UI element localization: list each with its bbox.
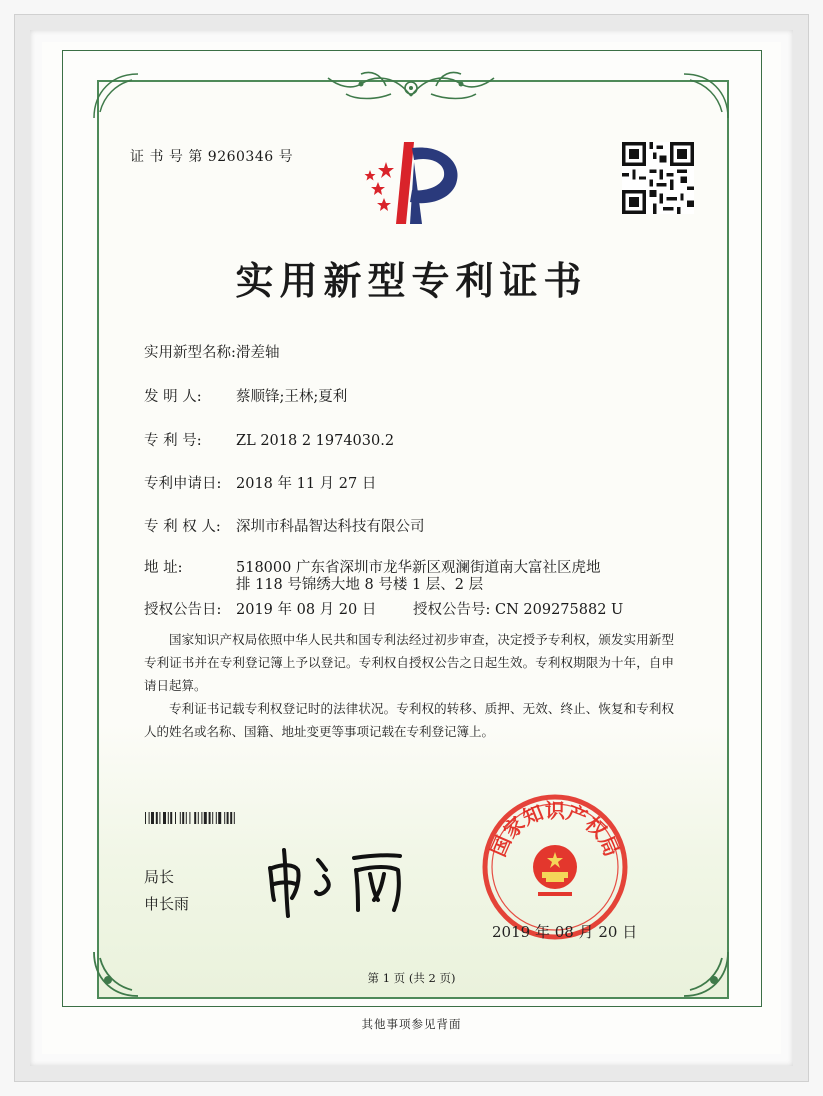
seal-text: 国家知识产权局 <box>485 798 625 860</box>
field-grant-publication-number <box>413 598 623 619</box>
national-emblem-icon <box>533 845 577 896</box>
director-signature <box>258 840 418 920</box>
body-paragraph: 专利证书记载专利权登记时的法律状况。专利权的转移、质押、无效、终止、恢复和专利权人的姓名或名称、国籍、地址变更等事项记载在专利登记簿上。 <box>144 701 674 739</box>
field-inventors <box>144 385 347 406</box>
ornament-icon <box>92 72 140 120</box>
field-label: 授权公告日: <box>144 602 222 618</box>
field-label: 专 利 号: <box>144 433 202 449</box>
field-label: 实用新型名称: <box>144 345 236 361</box>
field-address-line2: 排 118 号锦绣大地 8 号楼 1 层、2 层 <box>236 577 484 593</box>
cnipa-logo-icon <box>356 140 466 226</box>
barcode-icon <box>145 812 325 824</box>
field-patentee <box>144 515 425 536</box>
qr-code-icon <box>622 142 694 214</box>
field-label: 授权公告号: <box>413 602 491 618</box>
field-value: 2019 年 08 月 20 日 <box>236 602 377 618</box>
field-value: 滑差轴 <box>236 345 280 361</box>
field-label: 地 址: <box>144 560 183 576</box>
field-grant-publication-date <box>144 598 376 619</box>
field-value: 2018 年 11 月 27 日 <box>236 476 377 492</box>
field-value: 深圳市科晶智达科技有限公司 <box>236 519 425 535</box>
ornament-icon <box>316 66 506 104</box>
field-label: 发 明 人: <box>144 389 202 405</box>
field-value: 蔡顺锋;王林;夏利 <box>236 389 348 405</box>
field-patent-number <box>144 429 394 450</box>
official-seal <box>480 792 630 942</box>
certificate-title: 实用新型专利证书 <box>235 258 588 303</box>
certificate-number: 证 书 号 第 9260346 号 <box>130 149 294 165</box>
body-paragraph: 国家知识产权局依照中华人民共和国专利法经过初步审查，决定授予专利权，颁发实用新型专利证书并在专利登记簿上予以登记。专利权自授权公告之日起生效。专利权期限为十年，自申请日起算。 <box>144 632 674 693</box>
field-label: 专利申请日: <box>144 476 222 492</box>
director-name: 申长雨 <box>144 895 190 913</box>
footer-note: 其他事项参见背面 <box>361 1017 462 1031</box>
field-model-name <box>144 341 280 362</box>
director-title: 局长 <box>144 868 175 886</box>
field-label: 专 利 权 人: <box>144 519 221 535</box>
field-value: ZL 2018 2 1974030.2 <box>236 433 395 449</box>
field-value: CN 209275882 U <box>495 602 624 618</box>
ornament-icon <box>682 72 730 120</box>
page-indicator: 第 1 页 (共 2 页) <box>367 971 456 985</box>
field-value: 518000 广东省深圳市龙华新区观澜街道南大富社区虎地 <box>236 560 601 576</box>
field-filing-date <box>144 472 376 493</box>
seal-date: 2019 年 08 月 20 日 <box>492 923 638 941</box>
